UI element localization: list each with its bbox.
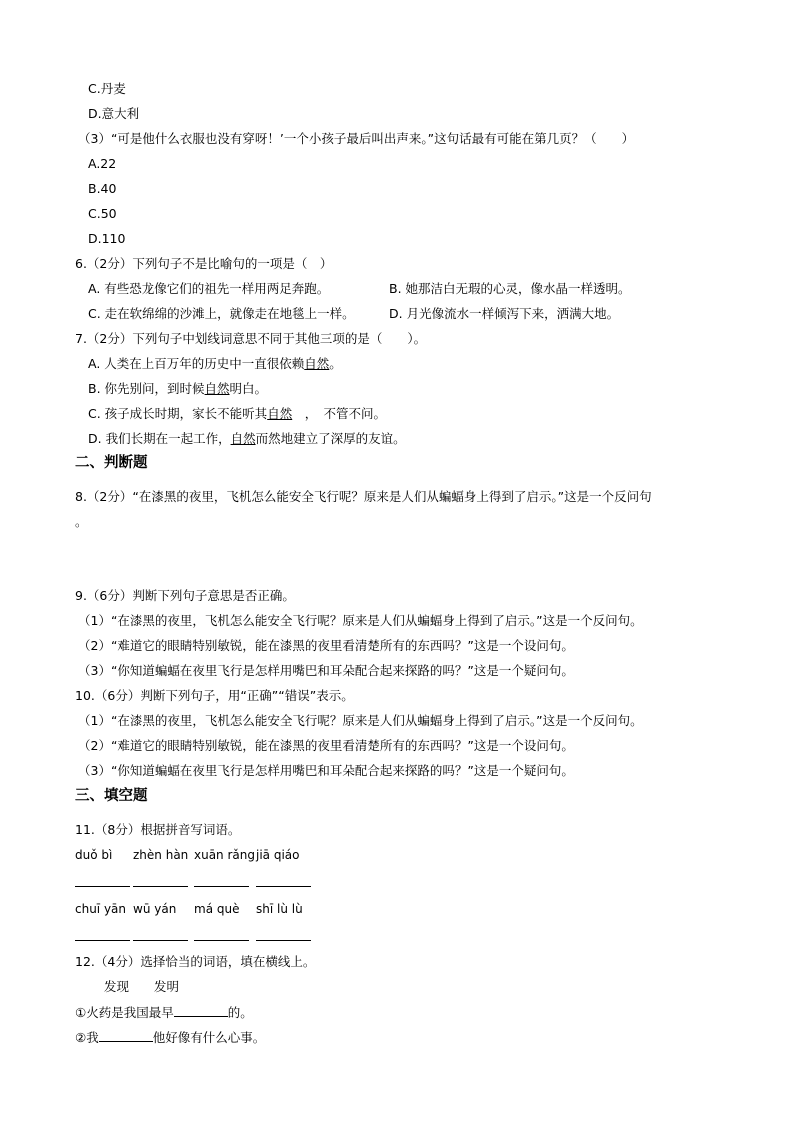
pinyin-4: jiā qiáo [256,848,300,862]
question-7-stem: 7.（2分）下列句子中划线词意思不同于其他三项的是（ ）。 [75,331,427,346]
answer-blank[interactable] [99,1029,153,1042]
pinyin-5: chuī yān [75,902,127,916]
answer-blank[interactable] [133,886,188,887]
pinyin-7: má què [194,902,240,916]
answer-blank[interactable] [174,1004,228,1017]
question-5-sub3: （3）“可是他什么衣服也没有穿呀！’一个小孩子最后叫出声来。”这句话最有可能在第几页？（ ） [78,131,635,146]
q7-option-c: C. 孩子成长时期，家长不能听其自然 ， 不管不问。 [88,406,386,421]
q10-sentence-1: （1）“在漆黑的夜里，飞机怎么能安全飞行呢？原来是人们从蝙蝠身上得到了启示。”这是一个反问句。 [78,713,643,728]
q10-sentence-3: （3）“你知道蝙蝠在夜里飞行是怎样用嘴巴和耳朵配合起来探路的吗？”这是一个疑问句。 [78,763,574,778]
question-10-stem: 10.（6分）判断下列句子，用“正确”“错误”表示。 [75,688,354,703]
q9-sentence-1: （1）“在漆黑的夜里，飞机怎么能安全飞行呢？原来是人们从蝙蝠身上得到了启示。”这是一个反问句。 [78,613,643,628]
pinyin-6: wū yán [133,902,177,916]
pinyin-1: duǒ bì [75,848,113,862]
q7-option-a: A. 人类在上百万年的历史中一直很依赖自然。 [88,356,342,371]
q12-sentence-2: ②我 他好像有什么心事。 [75,1030,266,1045]
answer-blank[interactable] [194,886,249,887]
sub3-option-b: B.40 [88,181,117,196]
section-heading-fill-in: 三、填空题 [75,788,148,804]
q9-sentence-2: （2）“难道它的眼睛特别敏锐，能在漆黑的夜里看清楚所有的东西吗？”这是一个设问句。 [78,638,574,653]
answer-blank[interactable] [194,940,249,941]
question-8-line2: 。 [75,514,88,529]
section-heading-judgment: 二、判断题 [75,455,148,471]
q6-option-a: A. 有些恐龙像它们的祖先一样用两足奔跑。 [88,281,330,296]
pinyin-8: shī lù lù [256,902,303,916]
q7-option-b: B. 你先别问，到时候自然明白。 [88,381,268,396]
sub3-option-c: C.50 [88,206,117,221]
question-6-stem: 6.（2分）下列句子不是比喻句的一项是（ ） [75,256,333,271]
underlined-word: 自然 [304,356,330,371]
q7-option-d: D. 我们长期在一起工作，自然而然地建立了深厚的友谊。 [88,431,406,446]
q6-option-b: B. 她那洁白无瑕的心灵，像水晶一样透明。 [389,281,631,296]
sub3-option-d: D.110 [88,231,126,246]
answer-blank[interactable] [133,940,188,941]
pinyin-3: xuān rǎng [194,848,255,862]
question-12-stem: 12.（4分）选择恰当的词语，填在横线上。 [75,954,316,969]
question-8-line1: 8.（2分）“在漆黑的夜里，飞机怎么能安全飞行呢？原来是人们从蝙蝠身上得到了启示。”这是一个反问句 [75,489,652,504]
sub3-option-a: A.22 [88,156,117,171]
question-9-stem: 9.（6分）判断下列句子意思是否正确。 [75,588,295,603]
underlined-word: 自然 [204,381,230,396]
q9-sentence-3: （3）“你知道蝙蝠在夜里飞行是怎样用嘴巴和耳朵配合起来探路的吗？”这是一个疑问句。 [78,663,574,678]
q10-sentence-2: （2）“难道它的眼睛特别敏锐，能在漆黑的夜里看清楚所有的东西吗？”这是一个设问句。 [78,738,574,753]
pinyin-2: zhèn hàn [133,848,189,862]
answer-blank[interactable] [256,940,311,941]
q12-word-options: 发现 发明 [104,979,180,994]
underlined-word: 自然 [267,406,293,421]
question-11-stem: 11.（8分）根据拼音写词语。 [75,822,241,837]
answer-blank[interactable] [75,940,130,941]
option-c: C.丹麦 [88,81,126,96]
answer-blank[interactable] [256,886,311,887]
q6-option-c: C. 走在软绵绵的沙滩上，就像走在地毯上一样。 [88,306,355,321]
underlined-word: 自然 [230,431,256,446]
answer-blank[interactable] [75,886,130,887]
option-d: D.意大利 [88,106,140,121]
q12-sentence-1: ①火药是我国最早 的。 [75,1005,253,1020]
q6-option-d: D. 月光像流水一样倾泻下来，洒满大地。 [389,306,620,321]
